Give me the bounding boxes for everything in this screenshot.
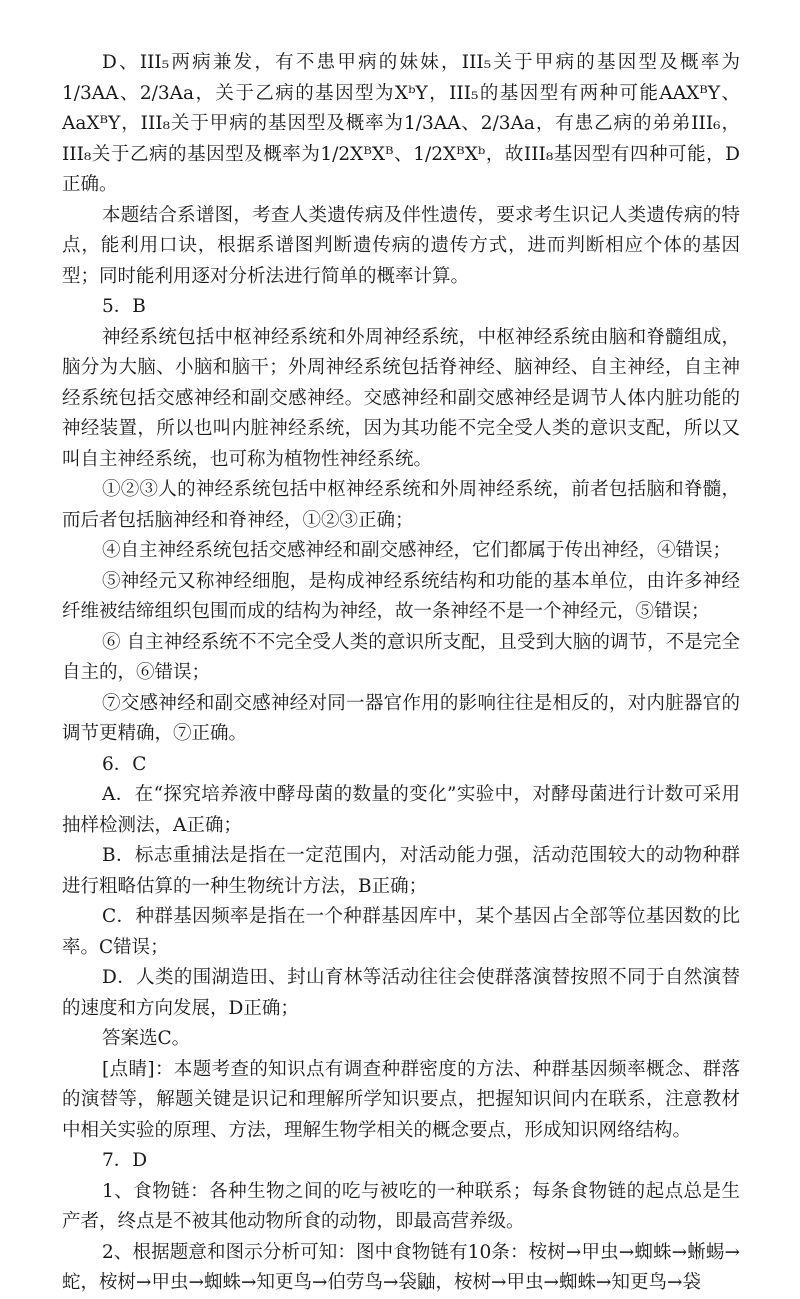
q5-explanation: 神经系统包括中枢神经系统和外周神经系统，中枢神经系统由脑和脊髓组成，脑分为大脑、小脑和脑干；外周神经系统包括脊神经、脑神经、自主神经，自主神经系统包括交感神经和副交感神经。交感神经和副交感神经是调节人体内脏功能的神经装置，所以也叫内脏神经系统，因为其功能不完全受人类的意识支配，所以又叫自主神经系统，也可称为植物性神经系统。 — [62, 326, 740, 470]
q6-option-a: A．在“探究培养液中酵母菌的数量的变化”实验中，对酵母菌进行计数可采用抽样检测法，A正确； — [62, 784, 740, 836]
q5-item-123: ①②③人的神经系统包括中枢神经系统和外周神经系统，前者包括脑和脊髓，而后者包括脑神经和脊神经，①②③正确； — [62, 479, 740, 531]
q6-option-c: C．种群基因频率是指在一个种群基因库中，某个基因占全部等位基因数的比率。C错误； — [62, 906, 740, 958]
q5-item-4: ④自主神经系统包括交感神经和副交感神经，它们都属于传出神经，④错误； — [102, 540, 732, 561]
q6-answer-heading: 6．C — [102, 753, 147, 775]
q4-summary: 本题结合系谱图，考查人类遗传病及伴性遗传，要求考生识记人类遗传病的特点，能利用口诀，根据系谱图判断遗传病的遗传方式，进而判断相应个体的基因型；同时能利用逐对分析法进行简单的概率计算。 — [62, 204, 740, 287]
q7-answer-heading: 7．D — [102, 1150, 148, 1171]
q6-option-b: B．标志重捕法是指在一定范围内，对活动能力强，活动范围较大的动物种群进行粗略估算的一种生物统计方法，B正确； — [62, 845, 740, 897]
q4-option-d: D、III₅两病兼发，有不患甲病的妹妹，III₅关于甲病的基因型及概率为1/3AA、2/3Aa，关于乙病的基因型为XᵇY，III₅的基因型有两种可能AAXᴮY、AaXᴮY，III₈关于甲病的基因型及概率为1/3AA、2/3Aa，有患乙病的弟弟III₆，III₈关于乙病的基因型及概率为1/2XᴮXᴮ、1/2XᴮXᵇ，故III₈基因型有四种可能，D正确。 — [62, 52, 740, 195]
q5-item-5: ⑤神经元又称神经细胞，是构成神经系统结构和功能的基本单位，由许多神经纤维被结缔组织包围而成的结构为神经，故一条神经不是一个神经元，⑤错误； — [62, 570, 740, 622]
q6-conclusion: 答案选C。 — [102, 1028, 191, 1049]
q5-item-6: ⑥ 自主神经系统不不完全受人类的意识所支配，且受到大脑的调节，不是完全自主的，⑥错误； — [62, 631, 740, 683]
q5-answer-heading: 5．B — [102, 296, 146, 317]
q6-key-point: [点睛]：本题考查的知识点有调查种群密度的方法、种群基因频率概念、群落的演替等，解题关键是识记和理解所学知识要点，把握知识间内在联系，注意教材中相关实验的原理、方法，理解生物学相关的概念要点，形成知识网络结构。 — [62, 1058, 740, 1141]
q6-option-d: D．人类的围湖造田、封山育林等活动往往会使群落演替按照不同于自然演替的速度和方向发展，D正确； — [62, 967, 740, 1019]
q5-item-7: ⑦交感神经和副交感神经对同一器官作用的影响往往是相反的，对内脏器官的调节更精确，⑦正确。 — [62, 692, 740, 744]
q7-point-2: 2、根据题意和图示分析可知：图中食物链有10条：桉树→甲虫→蜘蛛→蜥蜴→蛇，桉树→甲虫→蜘蛛→知更鸟→伯劳鸟→袋鼬，桉树→甲虫→蜘蛛→知更鸟→袋 — [62, 1241, 740, 1293]
q7-point-1: 1、食物链：各种生物之间的吃与被吃的一种联系；每条食物链的起点总是生产者，终点是不被其他动物所食的动物，即最高营养级。 — [62, 1180, 740, 1232]
